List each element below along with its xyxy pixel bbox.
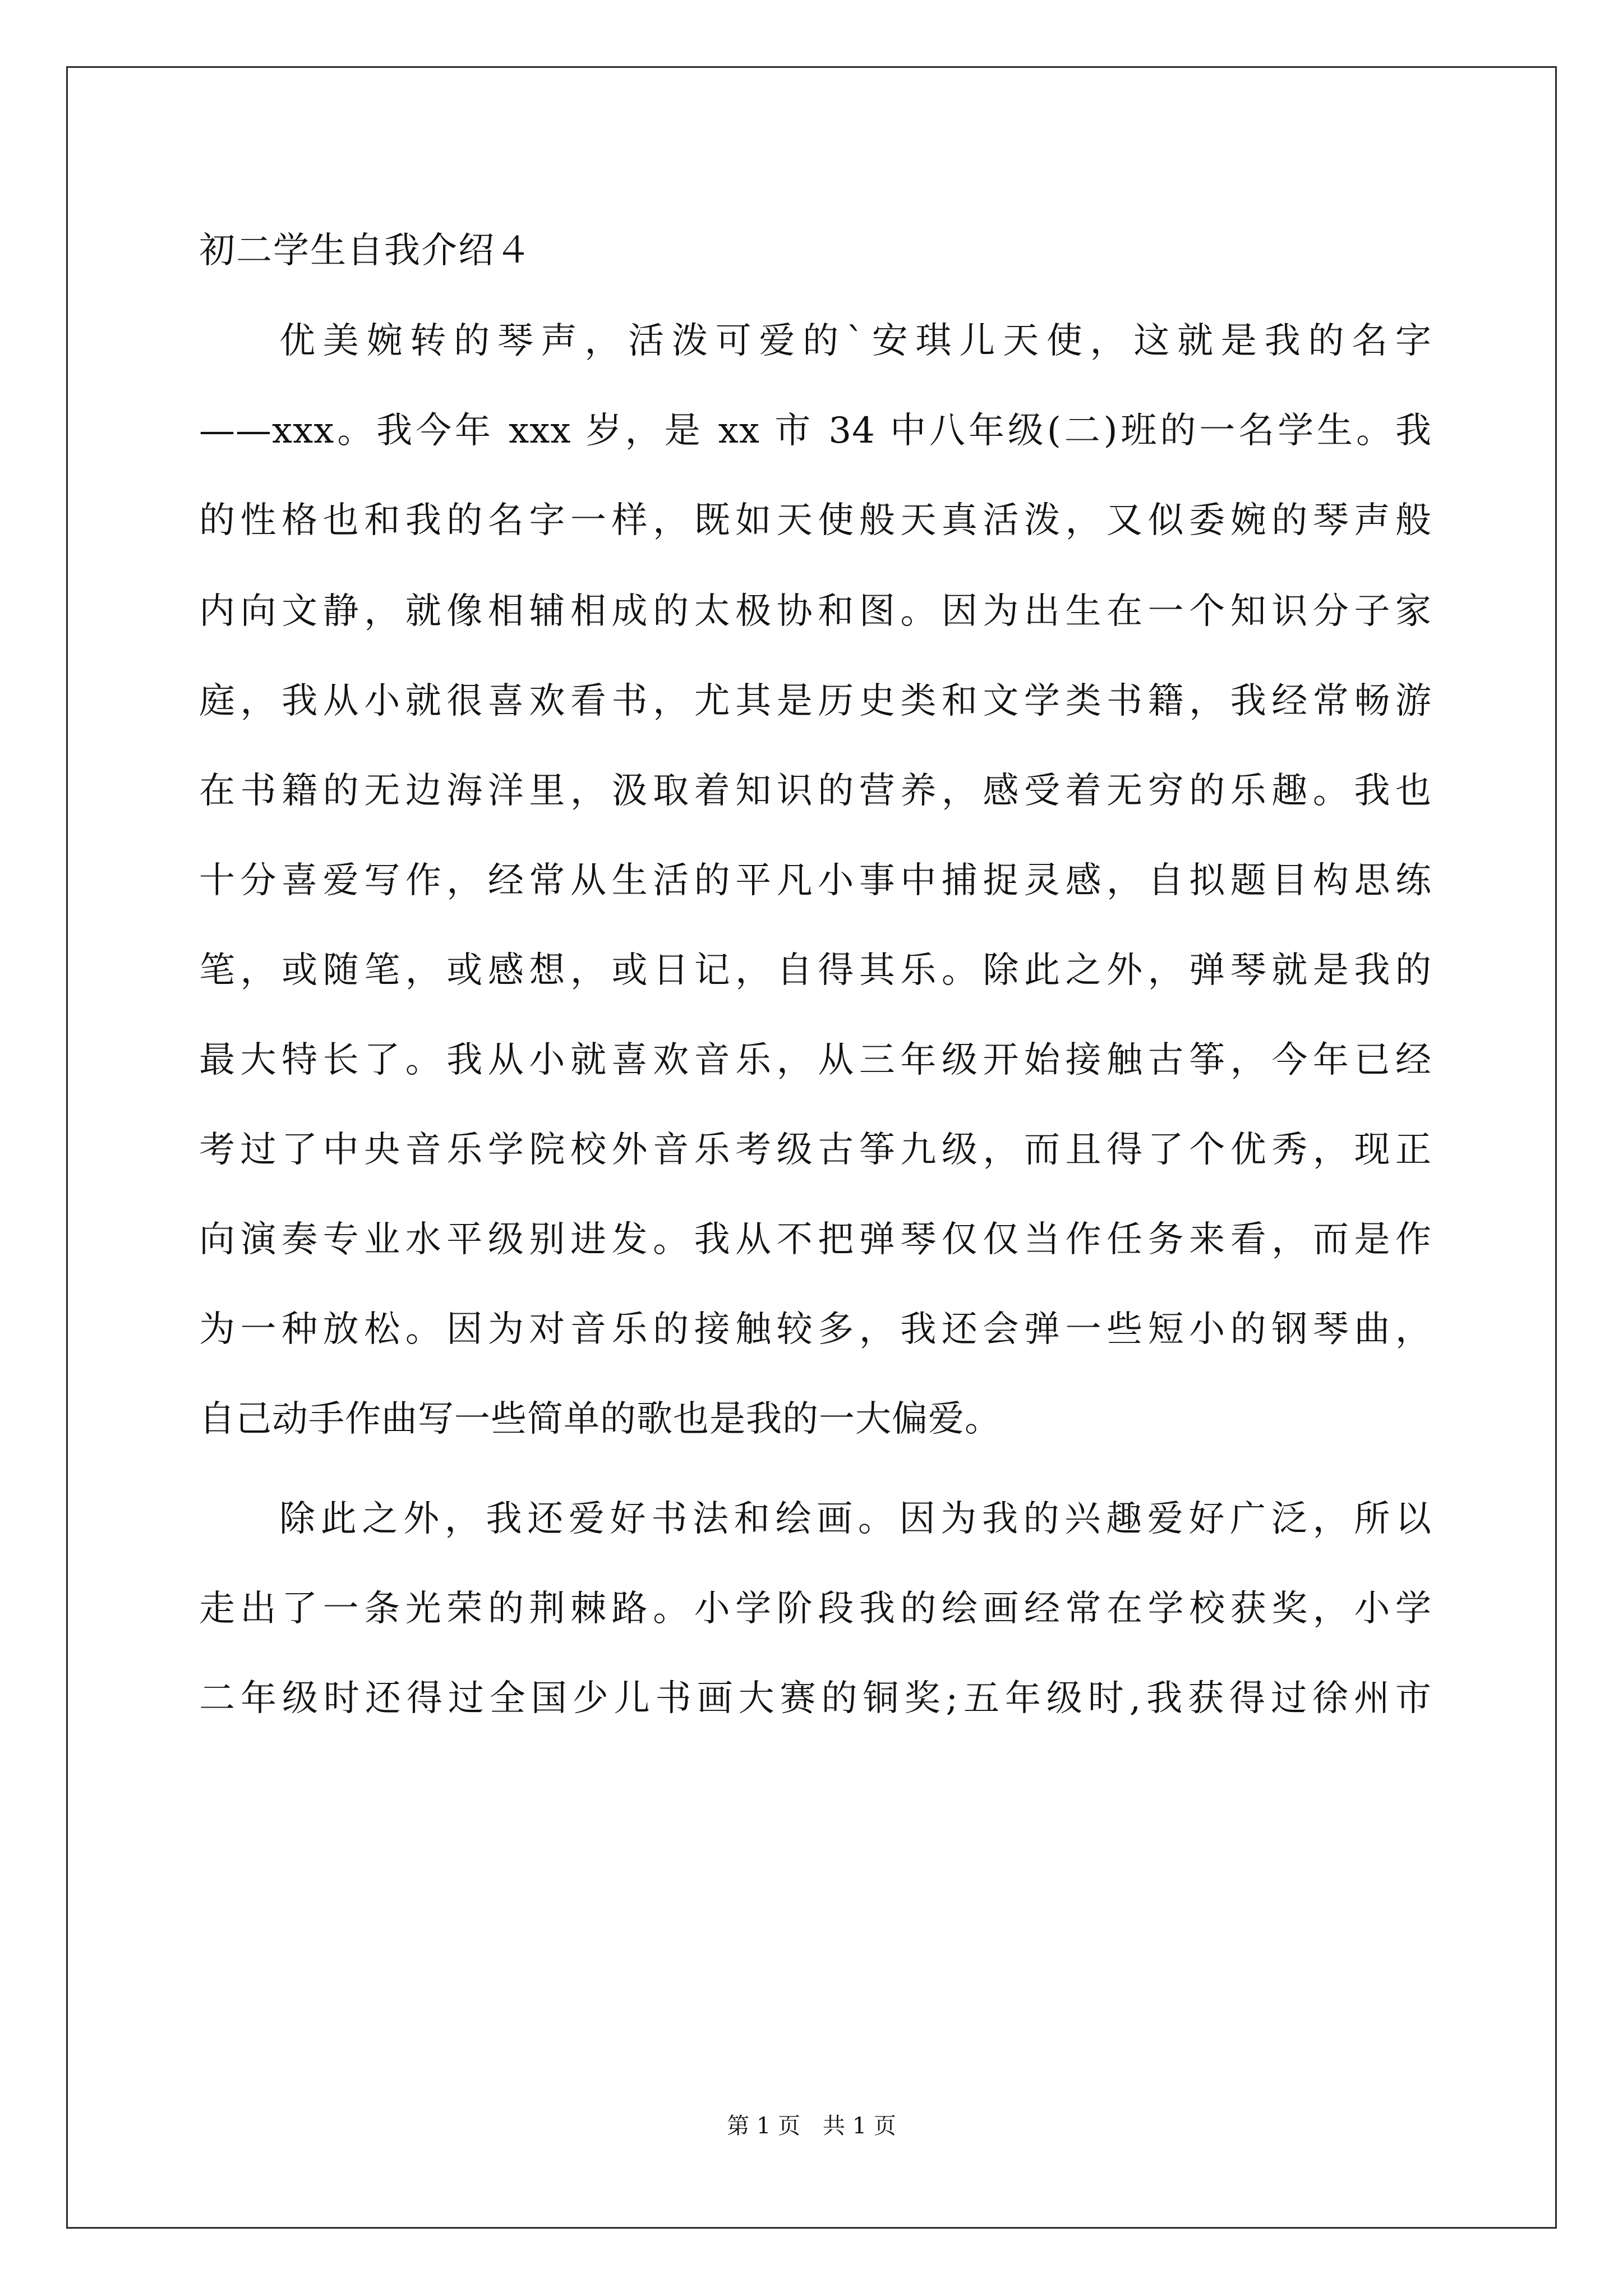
paragraph-1-line: 内向文静，就像相辅相成的太极协和图。因为出生在一个知识分子家 (199, 591, 1432, 632)
document-title: 初二学生自我介绍４ (199, 230, 532, 272)
paragraph-2-line: 二年级时还得过全国少儿书画大赛的铜奖;五年级时,我获得过徐州市 (199, 1678, 1432, 1719)
paragraph-1-line: 向演奏专业水平级别进发。我从不把弹琴仅仅当作任务来看，而是作 (199, 1219, 1432, 1260)
paragraph-1-line: 为一种放松。因为对音乐的接触较多，我还会弹一些短小的钢琴曲， (199, 1309, 1432, 1350)
paragraph-1-line: 考过了中央音乐学院校外音乐考级古筝九级，而且得了个优秀，现正 (199, 1129, 1432, 1171)
paragraph-1-line: 自己动手作曲写一些简单的歌也是我的一大偏爱。 (199, 1398, 1001, 1440)
paragraph-1-line: 庭，我从小就很喜欢看书，尤其是历史类和文学类书籍，我经常畅游 (199, 680, 1432, 722)
paragraph-1-line: 十分喜爱写作，经常从生活的平凡小事中捕捉灵感，自拟题目构思练 (199, 860, 1432, 901)
paragraph-2-line: 走出了一条光荣的荆棘路。小学阶段我的绘画经常在学校获奖，小学 (199, 1588, 1432, 1630)
paragraph-1-line: 在书籍的无边海洋里，汲取着知识的营养，感受着无穷的乐趣。我也 (199, 770, 1432, 812)
paragraph-1-line: ——xxx。我今年 xxx 岁，是 xx 市 34 中八年级(二)班的一名学生。我 (199, 410, 1432, 452)
paragraph-2-line: 除此之外，我还爱好书法和绘画。因为我的兴趣爱好广泛，所以 (279, 1498, 1432, 1540)
page-number-footer: 第 1 页 共 1 页 (727, 2113, 896, 2139)
paragraph-1-line: 笔，或随笔，或感想，或日记，自得其乐。除此之外，弹琴就是我的 (199, 950, 1432, 991)
paragraph-1-line: 的性格也和我的名字一样，既如天使般天真活泼，又似委婉的琴声般 (199, 500, 1432, 541)
paragraph-1-line: 最大特长了。我从小就喜欢音乐，从三年级开始接触古筝，今年已经 (199, 1039, 1432, 1081)
paragraph-1-line: 优美婉转的琴声，活泼可爱的`安琪儿天使，这就是我的名字 (279, 320, 1432, 362)
